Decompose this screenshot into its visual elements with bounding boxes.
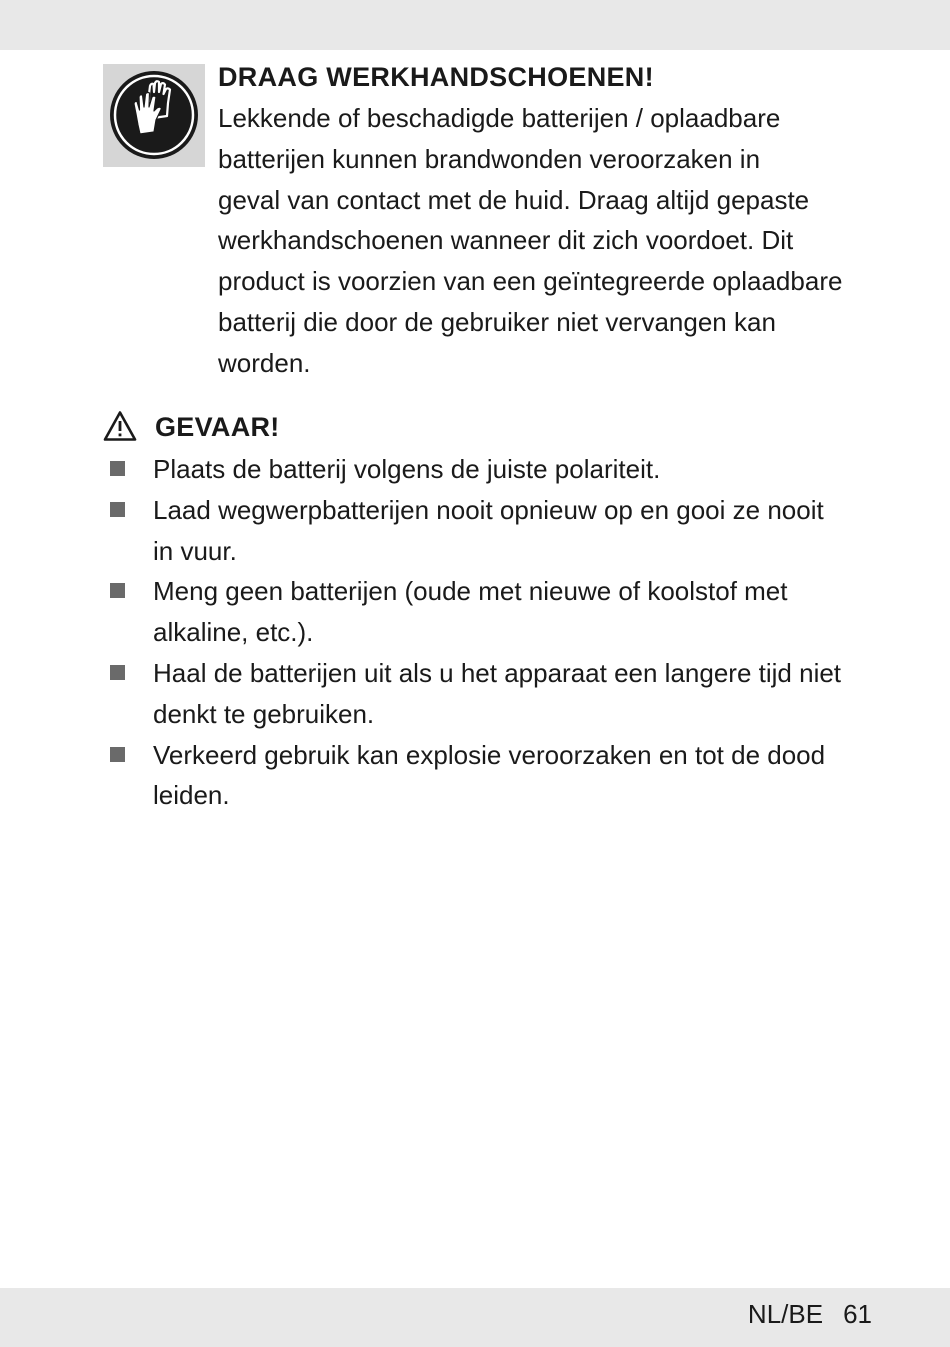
- warning-triangle-icon: [103, 410, 137, 442]
- warning-text-line: geval van contact met de huid. Draag altijd gepaste: [218, 184, 810, 215]
- gloves-warning-text: [218, 98, 908, 384]
- page-number: 61: [843, 1299, 872, 1329]
- list-item-text: Haal de batterijen uit als u het apparaat een langere tijd niet: [153, 657, 842, 688]
- list-item-text: Plaats de batterij volgens de juiste polariteit.: [153, 454, 661, 484]
- locale-label: NL/BE: [747, 1299, 824, 1329]
- list-item-text: leiden.: [153, 780, 230, 811]
- warning-text-line: batterijen kunnen brandwonden veroorzaken in: [218, 143, 761, 174]
- danger-list: [103, 449, 903, 816]
- gloves-pictogram: [103, 64, 205, 167]
- warning-text-line: werkhandschoenen wanneer dit zich voordoet. Dit: [218, 225, 794, 256]
- page-footer: [748, 1298, 872, 1330]
- list-item-text: alkaline, etc.).: [153, 617, 314, 648]
- list-item-text: Verkeerd gebruik kan explosie veroorzaken en tot de dood: [153, 739, 826, 770]
- bullet-square-icon: [110, 583, 125, 598]
- gloves-icon: [109, 70, 199, 160]
- list-item: [103, 735, 903, 817]
- bullet-square-icon: [110, 502, 125, 517]
- list-item-text: Laad wegwerpbatterijen nooit opnieuw op en gooi ze nooit: [153, 494, 824, 525]
- warning-text-line: Lekkende of beschadigde batterijen / oplaadbare: [218, 103, 781, 133]
- list-item-text: denkt te gebruiken.: [153, 698, 375, 729]
- list-item: [103, 490, 903, 572]
- list-item-text: Meng geen batterijen (oude met nieuwe of koolstof met: [153, 576, 788, 607]
- bullet-square-icon: [110, 665, 125, 680]
- warning-text-line: product is voorzien van een geïntegreerde oplaadbare: [218, 266, 843, 297]
- list-item: [103, 449, 903, 490]
- danger-title: GEVAAR!: [155, 412, 280, 442]
- list-item: [103, 571, 903, 653]
- gloves-warning-title: DRAAG WERKHANDSCHOENEN!: [218, 62, 654, 92]
- warning-text-line: worden.: [218, 347, 311, 378]
- bullet-square-icon: [110, 747, 125, 762]
- warning-text-line: batterij die door de gebruiker niet vervangen kan: [218, 306, 776, 337]
- bullet-square-icon: [110, 461, 125, 476]
- list-item: [103, 653, 903, 735]
- header-band: [0, 0, 950, 50]
- list-item-text: in vuur.: [153, 535, 237, 566]
